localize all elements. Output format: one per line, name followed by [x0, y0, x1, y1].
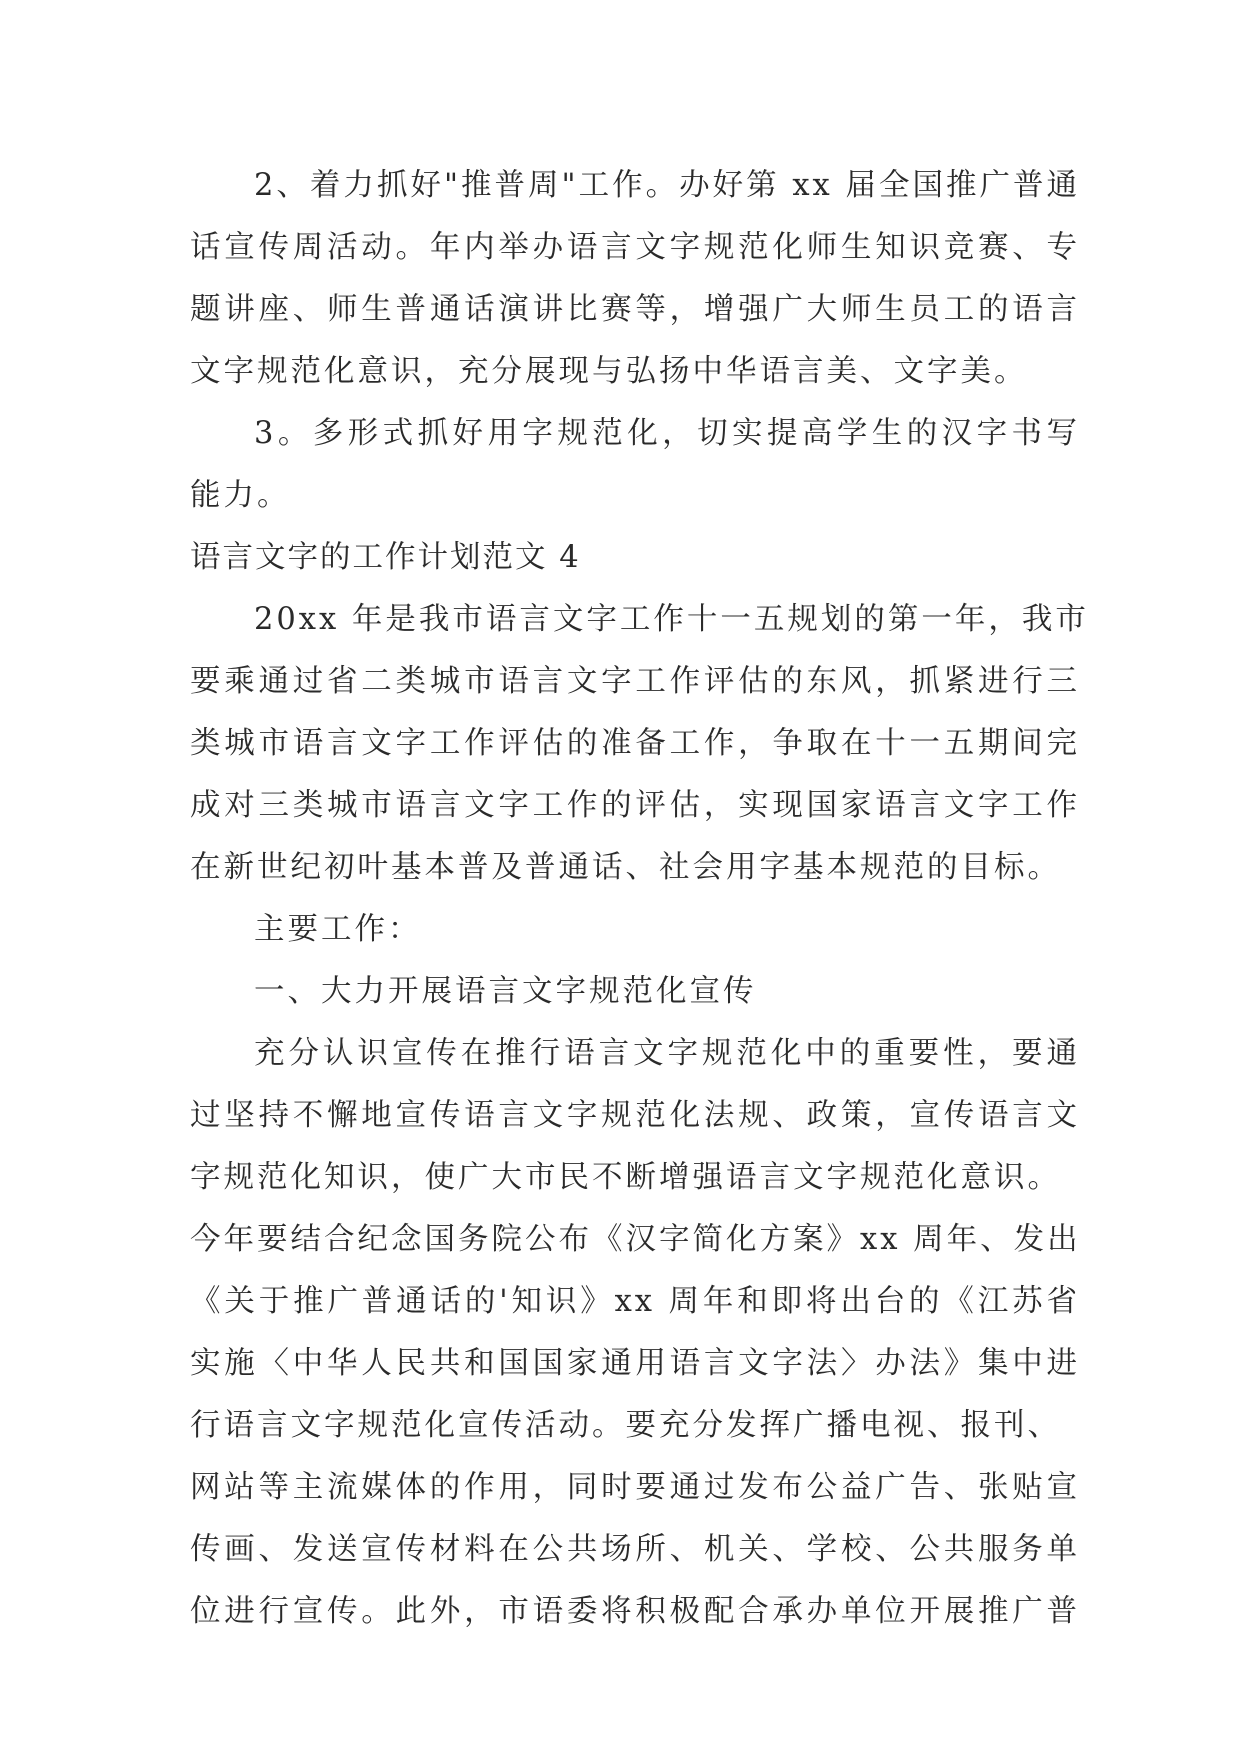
paragraph-2-line-4: 文字规范化意识，充分展现与弘扬中华语言美、文字美。 — [190, 354, 1028, 389]
section-heading: 语言文字的工作计划范文 4 — [190, 540, 581, 575]
main-work-label: 主要工作： — [254, 912, 422, 947]
body-line-10: 位进行宣传。此外，市语委将积极配合承办单位开展推广普 — [190, 1594, 1080, 1629]
body-line-4: 今年要结合纪念国务院公布《汉字简化方案》xx 周年、发出 — [190, 1222, 1081, 1257]
intro-line-3: 类城市语言文字工作评估的准备工作，争取在十一五期间完 — [190, 726, 1080, 761]
paragraph-2-line-1: 2、着力抓好"推普周"工作。办好第 xx 届全国推广普通 — [254, 168, 1080, 203]
intro-line-2: 要乘通过省二类城市语言文字工作评估的东风，抓紧进行三 — [190, 664, 1080, 699]
paragraph-3-line-1: 3。多形式抓好用字规范化，切实提高学生的汉字书写 — [254, 416, 1080, 451]
subheading-one: 一、大力开展语言文字规范化宣传 — [254, 974, 757, 1009]
body-line-6: 实施〈中华人民共和国国家通用语言文字法〉办法》集中进 — [190, 1346, 1080, 1381]
intro-line-1: 20xx 年是我市语言文字工作十一五规划的第一年，我市 — [254, 602, 1089, 637]
body-line-1: 充分认识宣传在推行语言文字规范化中的重要性，要通 — [254, 1036, 1080, 1071]
paragraph-2-line-2: 话宣传周活动。年内举办语言文字规范化师生知识竞赛、专 — [190, 230, 1080, 265]
body-line-2: 过坚持不懈地宣传语言文字规范化法规、政策，宣传语言文 — [190, 1098, 1080, 1133]
body-line-8: 网站等主流媒体的作用，同时要通过发布公益广告、张贴宣 — [190, 1470, 1080, 1505]
body-line-7: 行语言文字规范化宣传活动。要充分发挥广播电视、报刊、 — [190, 1408, 1061, 1443]
document-body — [190, 155, 1089, 1643]
intro-line-5: 在新世纪初叶基本普及普通话、社会用字基本规范的目标。 — [190, 850, 1061, 885]
body-line-3: 字规范化知识，使广大市民不断增强语言文字规范化意识。 — [190, 1160, 1061, 1195]
body-line-5: 《关于推广普通话的'知识》xx 周年和即将出台的《江苏省 — [190, 1284, 1080, 1319]
intro-line-4: 成对三类城市语言文字工作的评估，实现国家语言文字工作 — [190, 788, 1080, 823]
body-line-9: 传画、发送宣传材料在公共场所、机关、学校、公共服务单 — [190, 1532, 1080, 1567]
paragraph-2-line-3: 题讲座、师生普通话演讲比赛等，增强广大师生员工的语言 — [190, 292, 1080, 327]
paragraph-3-line-2: 能力。 — [190, 478, 291, 513]
